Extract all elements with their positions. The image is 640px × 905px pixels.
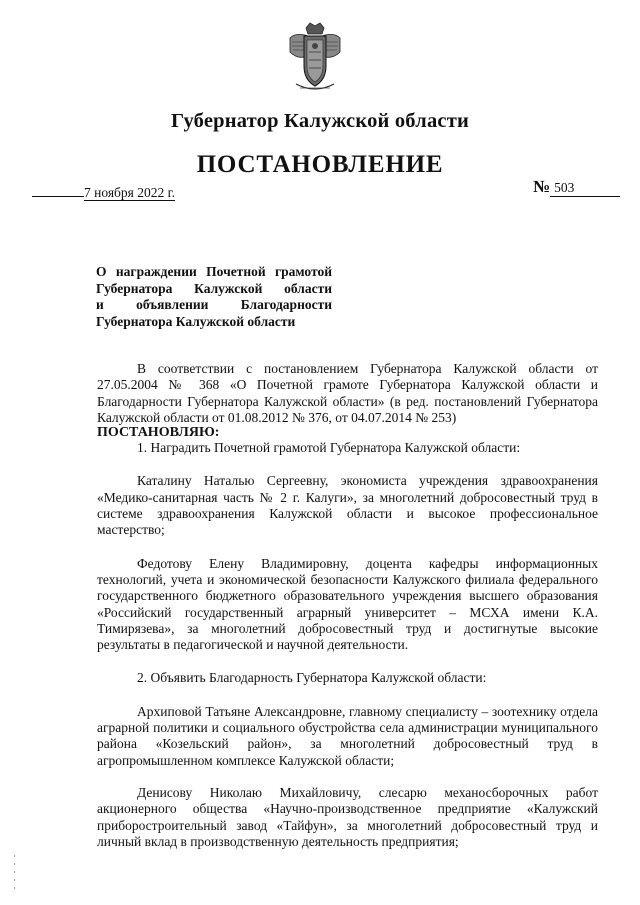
preamble: В соответствии с постановлением Губернатора Калужской области от 27.05.2004 № 368 «О Почетной грамоте Губернатора Калужской области и Благодарности Губернатора Калужской области» (в ред. постановлений Губернатора Калужской области от 01.08.2012 № 376, от 04.07.2014 № 253)	[97, 361, 598, 425]
number-value: 503	[550, 180, 620, 197]
document-body	[97, 361, 598, 850]
date-underline	[32, 196, 84, 197]
award-paragraph: Федотову Елену Владимировну, доцента кафедры информационных технологий, учета и экономической безопасности Калужского филиала федерального государственного бюджетного образовательного учреждения высшего образования «Российский государственный аграрный университет – МСХА имени К.А. Тимирязева», за многолетний добросовестный труд и достигнутые высокие результаты в педагогической и научной деятельности.	[97, 555, 598, 653]
thanks-paragraph: Денисову Николаю Михайловичу, слесарю механосборочных работ акционерного общества «Научно-производственное предприятие «Калужский приборостроительный завод «Тайфун», за многолетний добросовестный труд и личный вклад в производственную деятельность предприятия;	[97, 784, 598, 849]
subject-line: и объявлении Благодарности	[96, 297, 332, 312]
thanks-paragraph: Архиповой Татьяне Александровне, главному специалисту – зоотехнику отдела аграрной политики и социального обустройства села администрации муниципального района «Козельский район», за многолетний добросовестный труд в агропромышленном комплексе Калужской области;	[97, 703, 598, 768]
item-2-heading: 2. Объявить Благодарность Губернатора Калужской области:	[137, 670, 487, 686]
item-1-heading: 1. Наградить Почетной грамотой Губернатора Калужской области:	[137, 440, 521, 456]
document-number	[533, 177, 620, 197]
document-date	[32, 185, 175, 201]
document-subject	[96, 264, 332, 330]
award-paragraph: Каталину Наталью Сергеевну, экономиста учреждения здравоохранения «Медико-санитарная часть № 2 г. Калуги», за многолетний добросовестный труд в системе здравоохранения Калужской области и высокое профессиональное мастерство;	[97, 473, 598, 538]
date-value: 7 ноября 2022 г.	[84, 185, 176, 200]
decree-heading: ПОСТАНОВЛЯЮ:	[97, 425, 220, 441]
org-title: Губернатор Калужской области	[171, 110, 469, 132]
subject-line: Губернатора Калужской области	[96, 313, 296, 329]
coat-of-arms-icon	[286, 22, 344, 92]
number-label: №	[533, 177, 551, 196]
subject-line: Губернатора Калужской области	[96, 280, 332, 296]
subject-line: О награждении Почетной грамотой	[96, 264, 332, 279]
document-type: ПОСТАНОВЛЕНИЕ	[196, 151, 444, 178]
scan-artifact	[14, 855, 16, 895]
